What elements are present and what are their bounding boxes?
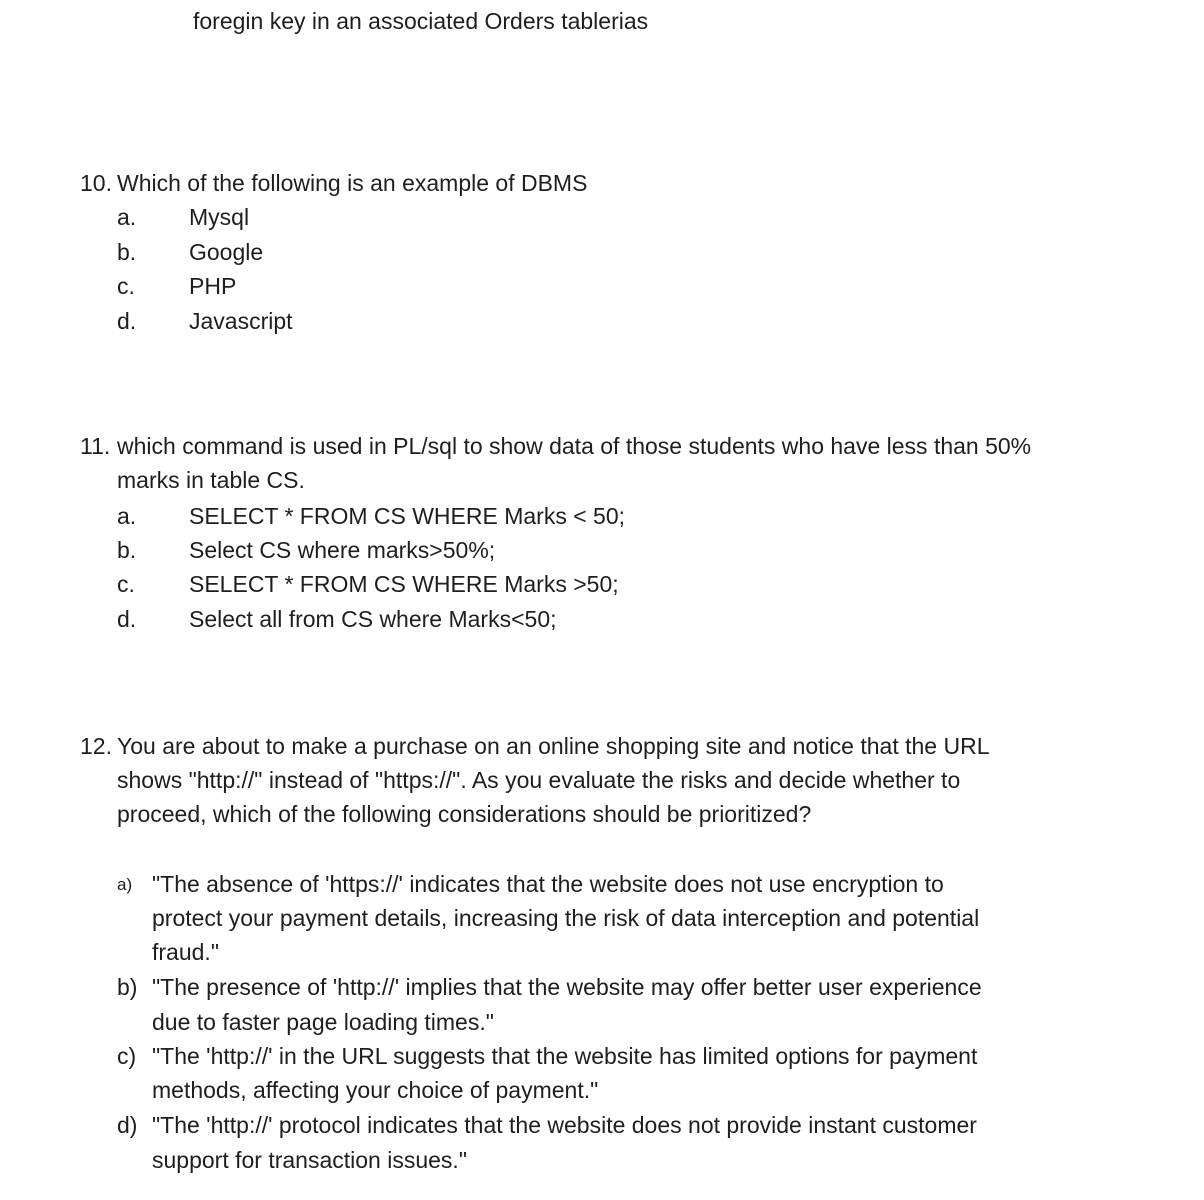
option-label: a. — [117, 204, 137, 230]
option-label: c) — [117, 1043, 137, 1069]
option-text: "The 'http://' in the URL suggests that the website has limited options for payment — [152, 1043, 978, 1069]
option-text: SELECT * FROM CS WHERE Marks >50; — [189, 571, 619, 597]
option-text: fraud." — [152, 939, 219, 965]
option-text: Mysql — [189, 204, 250, 230]
option-label: c. — [117, 273, 135, 299]
question-number: 10. — [80, 170, 112, 196]
option-text: SELECT * FROM CS WHERE Marks < 50; — [189, 503, 626, 529]
option-label: b. — [117, 239, 137, 265]
option-text: "The absence of 'https://' indicates that the website does not use encryption to — [152, 871, 944, 897]
option-label: d) — [117, 1112, 138, 1138]
option-label: b. — [117, 537, 137, 563]
option-label: d. — [117, 606, 137, 632]
option-text: Select CS where marks>50%; — [189, 537, 496, 563]
question-number: 11. — [80, 433, 111, 459]
option-text: PHP — [189, 273, 237, 299]
option-label: a) — [117, 875, 133, 894]
option-label: c. — [117, 571, 135, 597]
question-text: proceed, which of the following considerations should be prioritized? — [117, 801, 812, 827]
option-label: d. — [117, 308, 137, 334]
option-text: "The 'http://' protocol indicates that the website does not provide instant customer — [152, 1112, 977, 1138]
option-text: "The presence of 'http://' implies that the website may offer better user experience — [152, 974, 982, 1000]
option-label: b) — [117, 974, 138, 1000]
question-text: shows "http://" instead of "https://". As you evaluate the risks and decide whether to — [117, 767, 961, 793]
option-text: Javascript — [189, 308, 293, 334]
option-text: support for transaction issues." — [152, 1147, 467, 1173]
option-text: Google — [189, 239, 264, 265]
question-number: 12. — [80, 733, 112, 759]
question-text: marks in table CS. — [117, 467, 305, 493]
question-text: Which of the following is an example of DBMS — [117, 170, 588, 196]
option-text: due to faster page loading times." — [152, 1009, 494, 1035]
option-text: protect your payment details, increasing the risk of data interception and potential — [152, 905, 980, 931]
fragment-text: foregin key in an associated Orders tablerias — [193, 8, 649, 34]
option-label: a. — [117, 503, 137, 529]
question-text: You are about to make a purchase on an online shopping site and notice that the URL — [117, 733, 990, 759]
question-text: which command is used in PL/sql to show data of those students who have less than 50% — [117, 433, 1032, 459]
option-text: Select all from CS where Marks<50; — [189, 606, 557, 632]
option-text: methods, affecting your choice of payment." — [152, 1077, 599, 1103]
